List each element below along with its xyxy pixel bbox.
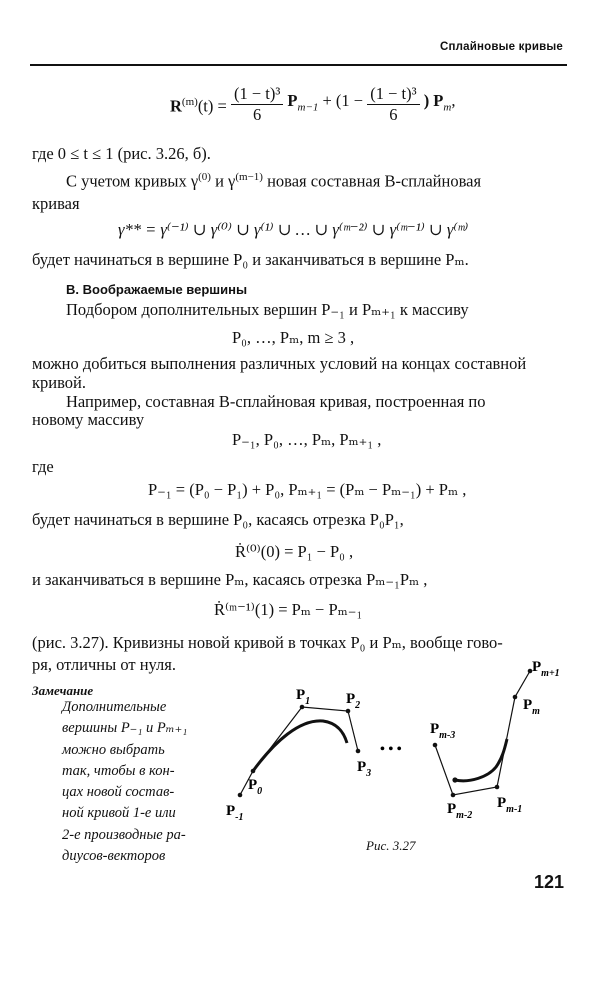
vertex-dot (251, 769, 256, 774)
paragraph-starts-tangent: будет начинаться в вершине P₀, касаясь отрезка P₀P₁, (32, 510, 404, 529)
definition-formula: P₋₁ = (P₀ − P₁) + P₀, Pₘ₊₁ = (Pₘ − Pₘ₋₁) + Pₘ , (148, 480, 467, 499)
formula-r-frac2-num: (1 − t)³ (367, 84, 419, 105)
note-line: вершины P₋₁ и Pₘ₊₁ (62, 720, 188, 737)
running-header (30, 38, 567, 66)
note-line: так, чтобы в кон- (62, 762, 175, 779)
formula-r-term1-sub: m−1 (297, 101, 319, 114)
vertex-dot (300, 705, 305, 710)
paragraph-example-line1: Например, составная B-сплайновая кривая, построенная по (66, 392, 486, 411)
note-line: цах новой состав- (62, 784, 175, 801)
paragraph-curves-line2: кривая (32, 194, 80, 213)
page-number: 121 (534, 872, 565, 892)
p2-sup2: (m−1) (235, 171, 263, 183)
note-body (62, 697, 232, 867)
vertex-dot (451, 793, 456, 798)
running-header-title: Сплайновые кривые (439, 41, 563, 53)
label-p1: $P_1$ (296, 687, 311, 707)
note-line: можно выбрать (62, 741, 165, 758)
formula-r-frac1-num: (1 − t)³ (231, 84, 283, 105)
note-line: ной кривой 1-е или (62, 805, 176, 822)
paragraph-conditions-line1: можно добиться выполнения различных условий на концах составной (32, 354, 527, 373)
label-dots: • • • (380, 742, 402, 757)
label-p2: $P_2$ (346, 691, 361, 711)
vertex-dot (513, 695, 518, 700)
paragraph-ends-tangent: и заканчиваться в вершине Pₘ, касаясь отрезка Pₘ₋₁Pₘ , (32, 570, 428, 589)
vertex-dot (495, 785, 500, 790)
p2-sup1: (0) (198, 171, 211, 183)
label-pm-minus-3: $P_{m-3}$ (430, 721, 456, 741)
formula-r-lhs: R (170, 96, 182, 116)
formula-r-frac1 (231, 84, 283, 125)
array-formula-2: P₋₁, P₀, …, Pₘ, Pₘ₊₁ , (232, 430, 382, 449)
p2-part-a: С учетом кривых γ (66, 171, 199, 191)
section-heading-imaginary-vertices: В. Воображаемые вершины (66, 282, 248, 297)
label-pm-minus-1: $P_{m-1}$ (497, 795, 523, 815)
formula-r-lhs-sup: (m) (181, 96, 198, 109)
formula-r-tail: , (451, 91, 456, 111)
paragraph-range: где 0 ≤ t ≤ 1 (рис. 3.26, б). (32, 144, 211, 163)
formula-r-term1: P (287, 91, 298, 111)
paragraph-curves-line1 (66, 171, 481, 192)
label-pm: $P_m$ (523, 697, 540, 717)
union-formula: γ** = γ⁽⁻¹⁾ ∪ γ⁽⁰⁾ ∪ γ⁽¹⁾ ∪ … ∪ γ⁽ᵐ⁻²⁾ ∪ γ⁽ᵐ⁻¹⁾ ∪ γ⁽ᵐ⁾ (118, 220, 469, 239)
p2-part-b: и γ (210, 171, 236, 191)
formula-r-arg: (t) = (197, 96, 227, 116)
paragraph-curvature-line2: ря, отличны от нуля. (32, 655, 176, 674)
figure-caption: Рис. 3.27 (366, 838, 416, 853)
label-pm-plus-1: $P_{m+1}$ (532, 659, 560, 679)
figure-3-27 (220, 655, 580, 855)
label-p0: $P_0$ (248, 777, 263, 797)
paragraph-example-line2: новому массиву (32, 410, 145, 429)
array-formula-1: P₀, …, Pₘ, m ≥ 3 , (232, 328, 355, 347)
control-polygon-left (240, 707, 358, 795)
formula-r-m (170, 84, 455, 134)
paragraph-curvature-line1: (рис. 3.27). Кривизны новой кривой в точках P₀ и Pₘ, вообще гово- (32, 633, 503, 652)
paragraph-additional-vertices: Подбором дополнительных вершин P₋₁ и Pₘ₊₁ к массиву (66, 300, 469, 319)
label-pm-minus-2: $P_{m-2}$ (447, 801, 473, 821)
formula-r-frac2 (367, 84, 419, 125)
label-p3: $P_3$ (357, 759, 372, 779)
p2-part-c: новая составная B-сплайновая (262, 171, 482, 191)
curve-end-dot (452, 777, 457, 782)
paragraph-where: где (32, 457, 54, 476)
formula-r-plus: + (1 − (322, 91, 364, 111)
note-line: Дополнительные (62, 699, 167, 715)
vertex-dot (356, 749, 361, 754)
formula-r-close: ) P (423, 91, 444, 111)
header-rule (30, 64, 567, 66)
note-line: диусов-векторов (62, 848, 166, 865)
formula-r-frac1-den: 6 (252, 105, 262, 124)
label-p-minus-1: $P_{-1}$ (226, 803, 244, 823)
formula-r-frac2-den: 6 (389, 105, 398, 124)
formula-r-close-sub: m (443, 101, 452, 114)
derivative-formula-2: Ṙ⁽ᵐ⁻¹⁾(1) = Pₘ − Pₘ₋₁ (214, 600, 363, 619)
derivative-formula-1: Ṙ⁽⁰⁾(0) = P₁ − P₀ , (235, 542, 354, 561)
curve-left (253, 721, 347, 771)
note-title: Замечание (32, 683, 94, 698)
vertex-dot (346, 709, 351, 714)
note-line: 2-е производные ра- (62, 826, 186, 843)
vertex-dot (433, 743, 438, 748)
vertex-dot (238, 793, 243, 798)
paragraph-conditions-line2: кривой. (32, 373, 86, 392)
paragraph-start-end: будет начинаться в вершине P₀ и заканчиваться в вершине Pₘ. (32, 250, 469, 269)
